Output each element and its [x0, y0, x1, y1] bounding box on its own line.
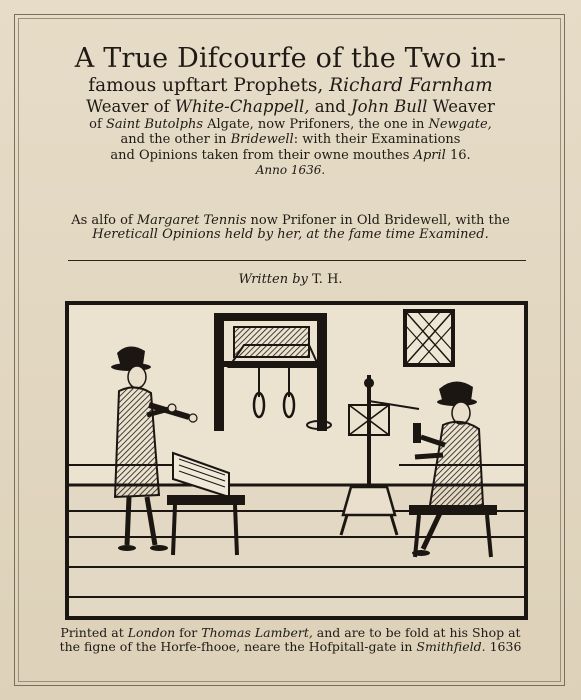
title-line-1: A True Difcourfe of the Two in- [74, 43, 507, 74]
lattice-window [405, 311, 453, 365]
byline: Written by T. H. [238, 272, 343, 287]
title-line-7: Anno 1636. [255, 163, 326, 178]
name-margaret-tennis: Margaret Tennis [136, 213, 247, 228]
title-line-5: and the other in Bridewell: with their Examinations [120, 132, 461, 148]
title-block [22, 44, 559, 177]
title-line-4: of Saint Butolphs Algate, now Prifoners, the one in Newgate, [89, 117, 492, 133]
title-line-2: famous upftart Prophets, Richard Farnham [88, 74, 493, 96]
also-paragraph: As alfo of Margaret Tennis now Prifoner in Old Bridewell, with the Hereticall Opinions held by her, at the fame time Examined. [71, 213, 510, 243]
title-line-6: and Opinions taken from their owne mouthes April 16. [110, 147, 471, 163]
divider-rule [68, 260, 526, 261]
woodcut-scene [69, 305, 524, 616]
title-line-3: Weaver of White-Chappell, and John Bull Weaver [86, 97, 495, 117]
name-thomas-lambert: Thomas Lambert, [201, 625, 313, 640]
name-richard-farnham: Richard Farnham [329, 74, 493, 96]
name-john-bull: John Bull [351, 97, 428, 117]
woodcut-illustration [65, 301, 528, 620]
loom [214, 313, 331, 431]
imprint: Printed at London for Thomas Lambert, and are to be fold at his Shop at the figne of the Horfe-fhooe, neare the Hofpitall-gate in Smithfield. 1636 [59, 625, 522, 654]
